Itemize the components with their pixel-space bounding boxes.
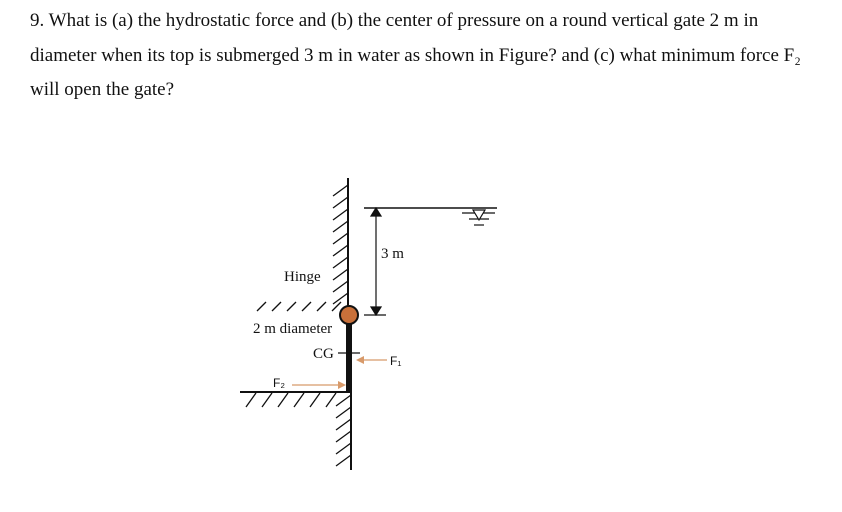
upper-wall	[333, 178, 348, 306]
question-text: 9. What is (a) the hydrostatic force and (b) the center of pressure on a round vertical gate 2 m in diameter when its top is submerged 3 m in water as shown in Figure? and (c) what minimum force F₂ will open the gate?	[30, 10, 801, 100]
cg-label: CG	[313, 346, 334, 362]
hinge-ground-hatch	[257, 302, 341, 311]
diameter-label: 2 m diameter	[253, 321, 333, 337]
f2-arrow	[292, 381, 346, 389]
f1-label: F₁	[390, 354, 402, 368]
bottom-ground	[240, 392, 351, 407]
f2-label: F₂	[273, 376, 285, 390]
hinge-pivot	[340, 306, 358, 324]
depth-label: 3 m	[381, 246, 404, 262]
gate	[346, 315, 352, 393]
f1-arrow	[356, 356, 387, 364]
hinge-label: Hinge	[284, 269, 321, 285]
lower-wall	[336, 390, 351, 470]
